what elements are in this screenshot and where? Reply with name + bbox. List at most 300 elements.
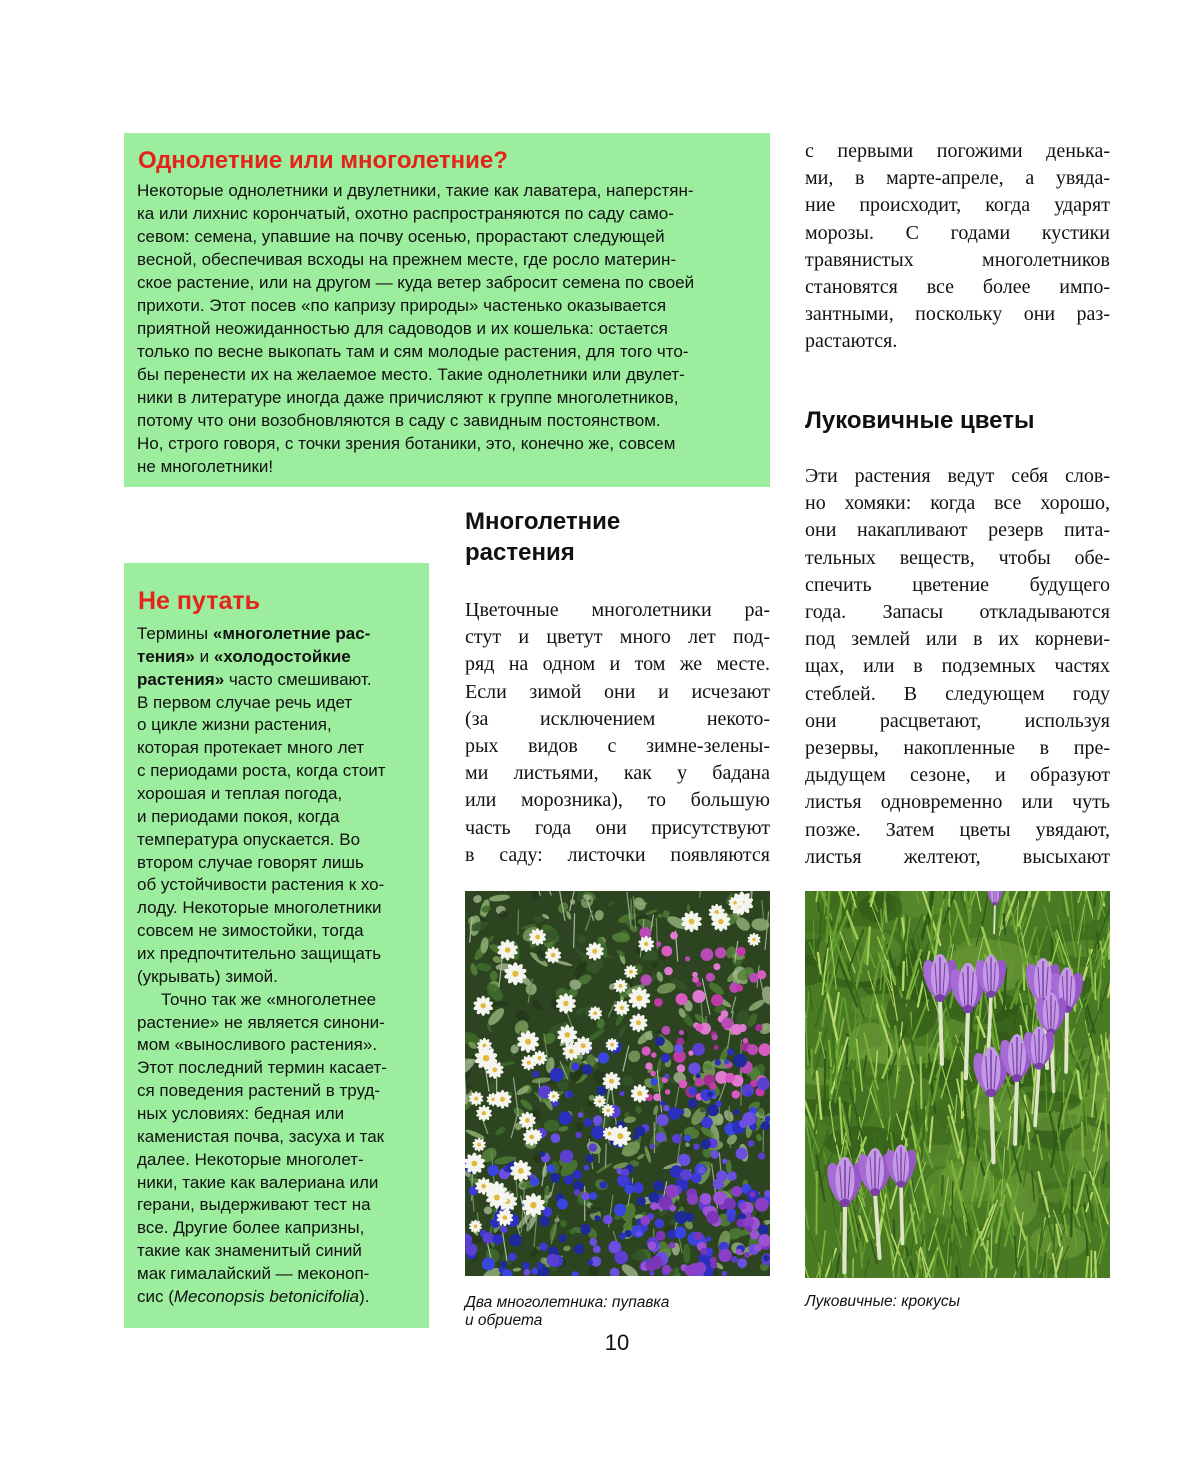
pink-flower — [701, 948, 714, 961]
text-line: но хомяки: когда все хорошо, — [805, 492, 1110, 515]
blue-flower — [573, 1170, 582, 1179]
blue-flower — [667, 1230, 676, 1239]
daisy-center — [472, 1161, 478, 1167]
crocus-stem — [991, 1094, 994, 1162]
blue-flower — [564, 1175, 574, 1185]
blue-flower — [722, 1159, 727, 1164]
text-line: (укрывать) зимой. — [137, 966, 278, 986]
daisy-center — [527, 1061, 531, 1065]
grass-blade — [1082, 1123, 1083, 1157]
text-line: тельных веществ, чтобы обе- — [805, 546, 1110, 569]
purple-flower — [669, 1205, 676, 1212]
blue-flower — [593, 1245, 601, 1253]
grass-blade — [894, 1221, 895, 1252]
daisy-center — [607, 1109, 610, 1112]
purple-flower — [736, 1249, 742, 1255]
purple-flower — [650, 1202, 658, 1210]
pink-flower — [661, 1026, 670, 1035]
text-line: становятся все более импо- — [805, 276, 1110, 299]
blue-flower — [550, 1068, 564, 1082]
daisy-center — [477, 1143, 481, 1147]
daisy-center — [598, 1100, 601, 1103]
purple-flower — [755, 1198, 769, 1212]
blue-flower — [746, 1091, 751, 1096]
pink-flower — [755, 1024, 762, 1031]
blue-flower — [733, 1054, 747, 1068]
blue-flower — [483, 1232, 494, 1243]
text-line: они накапливают резерв пита- — [805, 519, 1110, 542]
grass-blade — [1099, 1178, 1100, 1196]
blue-flower — [748, 1140, 755, 1147]
text-line: Эти растения ведут себя слов- — [805, 465, 1110, 487]
text-line: не многолетники! — [137, 457, 274, 476]
blue-flower — [715, 1059, 721, 1065]
text-line: их предпочтительно защищать — [137, 944, 382, 964]
purple-flower — [694, 1232, 703, 1241]
blue-flower — [465, 1243, 477, 1255]
text-line: Некоторые однолетники и двулетники, такие как лаватера, наперстян- — [137, 181, 694, 200]
text-run: и — [194, 646, 214, 666]
blue-flower — [716, 1170, 727, 1181]
blue-flower — [619, 1233, 626, 1240]
daisy-center — [552, 1095, 555, 1098]
grass-blade — [921, 1058, 922, 1109]
figure-caption — [465, 1294, 669, 1329]
pink-flower — [679, 1055, 685, 1061]
daisy-center — [689, 919, 695, 925]
daisy-center — [565, 1032, 571, 1038]
pink-flower — [736, 985, 743, 992]
blue-flower — [693, 1144, 699, 1150]
blue-flower — [635, 1126, 645, 1136]
blue-flower — [651, 1078, 658, 1085]
blue-flower — [551, 1133, 561, 1143]
pink-flower — [664, 967, 673, 976]
text-line: ми, в марте-апреле, а увяда- — [805, 167, 1110, 190]
text-line: Точно так же «многолетнее — [161, 989, 377, 1009]
text-line: или морозника), то большую — [465, 789, 770, 812]
blue-flower — [656, 1132, 666, 1142]
blue-flower — [722, 1271, 727, 1276]
continued-body-text — [805, 138, 1110, 356]
pink-flower — [653, 1094, 661, 1102]
purple-flower — [648, 1242, 656, 1250]
text-line: дыдущем сезоне, и образуют — [805, 764, 1110, 787]
garden-photo — [465, 891, 770, 1276]
text-line: об устойчивости растения к хо- — [137, 875, 385, 895]
daisy-center — [569, 1049, 574, 1054]
pink-flower — [695, 1078, 704, 1087]
blue-flower — [603, 1215, 613, 1225]
pink-flower — [679, 1080, 688, 1089]
text-line: герани, выдерживают тест на — [137, 1195, 371, 1215]
blue-flower — [589, 1192, 597, 1200]
daisy-center — [529, 1135, 534, 1140]
text-line: позже. Затем цветы увядают, — [805, 818, 1110, 841]
daisy-center — [581, 1043, 586, 1048]
heading-line: Многолетние — [465, 508, 621, 535]
text-line: Цветочные многолетники ра- — [465, 599, 770, 621]
crocus-stem — [1015, 1079, 1017, 1144]
daisy-center — [494, 1195, 500, 1201]
blue-flower — [574, 1189, 580, 1195]
text-line: бы перенести их на желаемое место. Такие однолетники или двулет- — [137, 365, 685, 384]
crocus-stem — [844, 1204, 845, 1272]
text-line: ние происходит, когда ударят — [805, 194, 1110, 217]
blue-flower — [727, 1171, 737, 1181]
text-line: которая протекает много лет — [137, 738, 365, 758]
daisy-center — [538, 1056, 542, 1060]
daisy-center — [644, 942, 648, 946]
pink-flower — [676, 993, 688, 1005]
blue-flower — [672, 1134, 682, 1144]
blue-flower — [501, 1261, 508, 1268]
blue-flower — [487, 1165, 498, 1176]
blue-flower — [706, 1236, 711, 1241]
blue-flower — [580, 1224, 591, 1235]
purple-flower — [739, 1202, 746, 1209]
blue-flower — [689, 1087, 698, 1096]
bulbs-body-text — [805, 463, 1110, 871]
text-line: года. Запасы откладываются — [805, 601, 1110, 624]
paragraph — [137, 623, 387, 989]
blue-flower — [649, 1271, 654, 1276]
blue-flower — [594, 1120, 601, 1127]
blue-flower — [692, 1043, 705, 1056]
text-line: рых видов с зимне-зелены- — [465, 735, 770, 758]
pink-flower — [743, 1038, 748, 1043]
blue-flower — [575, 1132, 581, 1138]
pink-flower — [692, 972, 698, 978]
blue-flower — [619, 1091, 624, 1096]
blue-flower — [522, 1262, 530, 1270]
bold-term: «холодостойкие — [213, 646, 351, 666]
crocus-stem — [966, 1010, 968, 1078]
text-line: весной, обеспечивая всходы на прежнем месте, где росло материн- — [137, 250, 677, 269]
blue-flower — [655, 1036, 665, 1046]
blue-flower — [707, 1092, 713, 1098]
figure-caption — [805, 1293, 960, 1311]
purple-flower — [710, 1257, 717, 1264]
box-title: Однолетние или многолетние? — [138, 147, 508, 174]
daisy-center — [733, 901, 737, 905]
blue-flower — [508, 1253, 516, 1261]
grass-blade — [1071, 1180, 1072, 1236]
daisy-center — [481, 1184, 486, 1189]
blue-flower — [614, 1251, 628, 1265]
blue-flower — [757, 1077, 770, 1090]
text-line: в саду: листочки появляются — [465, 843, 770, 866]
stem — [763, 1112, 764, 1153]
blue-flower — [633, 1182, 644, 1193]
blue-flower — [558, 1234, 566, 1242]
blue-flower — [500, 1226, 507, 1233]
blue-flower — [588, 1260, 594, 1266]
text-line: щах, или в подземных частях — [805, 655, 1110, 678]
pink-flower — [757, 970, 766, 979]
blue-flower — [492, 1234, 503, 1245]
pink-flower — [651, 1052, 656, 1057]
text-line: все. Другие более капризны, — [137, 1218, 365, 1238]
blue-flower — [594, 1215, 600, 1221]
text-line: В первом случае речь идет — [137, 692, 353, 712]
latin-name: Meconopsis betonicifolia — [173, 1286, 360, 1306]
blue-flower — [598, 1052, 609, 1063]
purple-flower — [724, 1198, 736, 1210]
daisy-center — [593, 1011, 597, 1015]
daisy-center — [518, 1168, 524, 1174]
daisy-center — [636, 995, 642, 1001]
text-line: зантными, поскольку они раз- — [805, 303, 1110, 326]
text-run: ). — [359, 1286, 370, 1306]
sidebar-box-do-not-confuse — [124, 563, 429, 1328]
daisy-center — [492, 1067, 497, 1072]
text-line: каменистая почва, засуха и так — [137, 1126, 385, 1146]
text-line: под землей или в их корневи- — [805, 628, 1110, 651]
daisy-center — [637, 1091, 642, 1096]
text-line: и периодами покоя, когда — [137, 806, 340, 826]
pink-flower — [677, 1064, 686, 1073]
caption-line: Луковичные: крокусы — [805, 1293, 960, 1310]
crocus-base — [840, 1199, 851, 1207]
blue-flower — [660, 1100, 665, 1105]
text-line: ся поведения растений в труд- — [137, 1081, 381, 1101]
blue-flower — [665, 1074, 670, 1079]
crocus-stem — [994, 904, 995, 933]
pink-flower — [706, 973, 715, 982]
blue-flower — [559, 1111, 572, 1124]
blue-flower — [589, 1238, 597, 1246]
pink-flower — [711, 994, 723, 1006]
daisy-center — [636, 1020, 641, 1025]
pink-flower — [641, 974, 652, 985]
blue-flower — [736, 1148, 748, 1160]
pink-flower — [661, 946, 672, 957]
blue-flower — [614, 1204, 626, 1216]
text-line: резервы, накопленные в пре- — [805, 737, 1110, 760]
text-line — [137, 646, 387, 669]
daisy-center — [609, 1079, 614, 1084]
blue-flower — [701, 1139, 711, 1149]
blue-flower — [600, 1181, 608, 1189]
blue-flower — [739, 1119, 748, 1128]
daisy-center — [483, 1055, 489, 1061]
grass-blade — [824, 1052, 825, 1112]
purple-flower — [669, 1242, 675, 1248]
text-line: листья одновременно или чуть — [805, 791, 1110, 814]
blue-flower — [653, 1180, 664, 1191]
grass-blade — [814, 921, 815, 958]
text-line — [137, 623, 387, 646]
grass-blade — [903, 962, 904, 990]
text-line: стут и цветут много лет под- — [465, 626, 770, 649]
pink-flower — [642, 1046, 651, 1055]
daisy-center — [482, 1111, 486, 1115]
daisy-center — [525, 1039, 531, 1045]
blue-flower — [550, 1173, 560, 1183]
blue-flower — [650, 1144, 655, 1149]
blue-flower — [698, 1166, 706, 1174]
daisy-center — [474, 1097, 478, 1101]
blue-flower — [696, 1073, 701, 1078]
text-line: с периодами роста, когда стоит — [137, 761, 386, 781]
blue-flower — [685, 1213, 694, 1222]
blue-flower — [761, 1121, 770, 1130]
crocus-base — [897, 1181, 906, 1188]
text-line: ское растение, или на другом — куда ветер забросит семена по своей — [137, 273, 695, 292]
bold-term: тения» — [137, 646, 195, 666]
purple-flower — [665, 1184, 679, 1198]
blue-flower — [758, 1224, 768, 1234]
text-line: с первыми погожими денька- — [805, 140, 1110, 162]
pink-flower — [692, 976, 699, 983]
blue-flower — [540, 1151, 546, 1157]
text-line: о цикле жизни растения, — [137, 715, 332, 735]
text-line: Если зимой они и исчезают — [465, 680, 770, 703]
daisy-center — [718, 919, 723, 924]
text-line: втором случае говорят лишь — [137, 852, 364, 872]
pink-flower — [709, 1082, 716, 1089]
text-line: лоду. Некоторые многолетники — [137, 898, 382, 918]
blue-flower — [597, 1086, 607, 1096]
pink-flower — [670, 932, 678, 940]
daisy-center — [503, 1215, 508, 1220]
purple-flower — [700, 1193, 712, 1205]
blue-flower — [763, 1255, 769, 1261]
blue-flower — [567, 1091, 573, 1097]
text-line: приятной неожиданностью для садоводов и их кошелька: остается — [137, 319, 668, 338]
blue-flower — [711, 1150, 719, 1158]
daisy-center — [563, 1001, 568, 1006]
crocus-base — [1012, 1074, 1022, 1082]
pink-flower — [654, 998, 663, 1007]
blue-flower — [547, 1164, 556, 1173]
page-number: 10 — [604, 1330, 630, 1355]
text-line: (за исключением некото- — [465, 707, 770, 730]
text-line: ники, такие как валериана или — [137, 1172, 379, 1192]
blue-flower — [707, 1105, 719, 1117]
blue-flower — [731, 1256, 738, 1263]
pink-flower — [732, 1090, 740, 1098]
grass-blade — [885, 902, 887, 922]
text-line: они расцветают, используя — [805, 709, 1110, 732]
purple-flower — [731, 1186, 742, 1197]
crocus-base — [993, 902, 998, 906]
text-line: стеблей. В следующем году — [805, 682, 1110, 705]
text-run: сис ( — [137, 1286, 174, 1306]
daisy-center — [610, 1043, 614, 1047]
purple-flower — [706, 1211, 719, 1224]
text-line: растение» не является синони- — [137, 1012, 385, 1032]
purple-flower — [640, 1216, 650, 1226]
crocus-stem — [940, 999, 942, 1064]
text-line: потому что они возобновляются в саду с завидным постоянством. — [137, 411, 661, 430]
crocus-stem — [901, 1185, 902, 1244]
stem — [631, 899, 632, 929]
purple-flower — [649, 1256, 663, 1270]
purple-flower — [754, 1244, 762, 1252]
daisy-center — [619, 984, 623, 988]
blue-flower — [540, 1243, 548, 1251]
blue-flower — [636, 1231, 642, 1237]
pink-flower — [736, 947, 745, 956]
blue-flower — [668, 1107, 680, 1119]
pink-flower — [665, 1089, 670, 1094]
blue-flower — [547, 1254, 560, 1267]
heading-line: растения — [465, 539, 575, 566]
blue-flower — [537, 1262, 543, 1268]
bold-term: «многолетние рас- — [212, 624, 371, 643]
text-line: ка или лихнис корончатый, охотно распространяются по саду само- — [137, 204, 674, 223]
pink-flower — [721, 1018, 733, 1030]
purple-flower — [744, 1252, 750, 1258]
grass-blade — [1089, 1068, 1090, 1090]
text-line: совсем не зимостойки, тогда — [137, 921, 364, 941]
pink-flower — [712, 1034, 718, 1040]
purple-flower — [746, 1226, 752, 1232]
pink-flower — [656, 941, 661, 946]
purple-flower — [687, 1193, 698, 1204]
blue-flower — [539, 1216, 550, 1227]
box-body — [137, 623, 387, 1309]
blue-flower — [557, 1199, 568, 1210]
foliage — [687, 904, 690, 912]
text-line: ряд на одном и том же месте. — [465, 653, 770, 676]
blue-flower — [733, 1109, 739, 1115]
blue-flower — [560, 1150, 573, 1163]
blue-flower — [758, 1153, 765, 1160]
blue-flower — [661, 1054, 670, 1063]
text-line: морозы. С годами кустики — [805, 221, 1110, 244]
pink-flower — [713, 963, 720, 970]
caption-line: и обриета — [465, 1311, 543, 1329]
blue-flower — [574, 1244, 584, 1254]
blue-flower — [688, 1063, 700, 1075]
blue-flower — [701, 1117, 712, 1128]
pink-flower — [714, 1045, 719, 1050]
pink-flower — [645, 1062, 652, 1069]
blue-flower — [591, 1126, 604, 1139]
grass-blade — [942, 1176, 943, 1196]
daisy-center — [535, 935, 540, 940]
blue-flower — [680, 1169, 692, 1181]
pink-flower — [685, 956, 690, 961]
blue-flower — [524, 1269, 531, 1276]
text-line: температура опускается. Во — [137, 829, 361, 849]
blue-flower — [657, 1114, 669, 1126]
daisy-center — [512, 971, 518, 977]
crocus-base — [1035, 1063, 1044, 1070]
text-line: травянистых многолетников — [805, 248, 1110, 271]
pink-flower — [747, 1044, 758, 1055]
pink-flower — [715, 947, 726, 958]
daisy-center — [592, 949, 597, 954]
grass-blade — [925, 891, 926, 892]
daisy-center — [752, 938, 756, 942]
perennials-body-text — [465, 597, 770, 869]
blue-flower — [571, 1063, 579, 1071]
purple-flower — [656, 1231, 666, 1241]
blue-flower — [663, 1105, 670, 1112]
blue-flower — [674, 1226, 686, 1238]
sidebar-box-annuals-or-perennials — [124, 133, 770, 487]
box-body — [137, 179, 694, 478]
grass-blade — [957, 1267, 958, 1278]
daisy-center — [500, 1097, 505, 1102]
paragraph — [137, 989, 387, 1309]
blue-flower — [585, 1154, 594, 1163]
daisy-center — [617, 1133, 623, 1139]
